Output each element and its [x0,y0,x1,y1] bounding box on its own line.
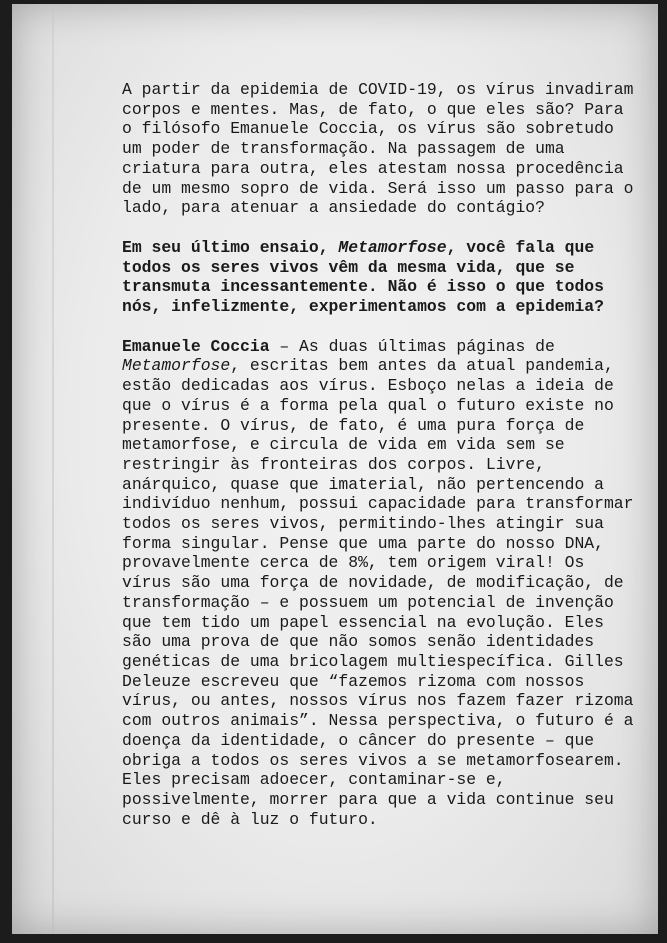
page-fold [52,4,54,934]
question-text-end: , você fala que todos os seres vivos vêm da mesma vida, que se transmuta incessantemente. Não é isso o que todos nós, infelizmente, experimentamos com a epidemia? [122,237,604,317]
answer-text-start: – As duas últimas páginas de [269,336,555,356]
article-body [122,80,642,849]
speaker-name: Emanuele Coccia [122,336,270,356]
interview-question [122,238,642,317]
answer-text-end: , escritas bem antes da atual pandemia, estão dedicadas aos vírus. Esboço nelas a ideia de que o vírus é a forma pela qual o futuro existe no presente. O vírus, de fato, é uma pura força de metamorfose, e circula de vida em vida sem se restringir às fronteiras dos corpos. Livre, anárquico, quase que imaterial, não pertencendo a indivíduo nenhum, possui capacidade para transformar todos os seres vivos, permitindo-lhes atingir sua forma singular. Pense que uma parte do nosso DNA, provavelmente cerca de 8%, tem origem viral! Os vírus são uma força de novidade, de modificação, de transformação – e possuem um potencial de invenção que tem tido um papel essencial na evolução. Eles são uma prova de que não somos senão identidades genéticas de uma bricolagem multiespecífica. Gilles Deleuze escreveu que “fazemos rizoma com nossos vírus, ou antes, nossos vírus nos fazem fazer rizoma com outros animais”. Nessa perspectiva, o futuro é a doença da identidade, o câncer do presente – que obriga a todos os seres vivos a se metamorfosearem. Eles precisam adoecer, contaminar-se e, possivelmente, morrer para que a vida continue seu curso e dê à luz o futuro. [122,356,634,829]
answer-book-title: Metamorfose [122,356,231,376]
question-text-start: Em seu último ensaio, [122,237,339,257]
page-sheet [12,4,658,934]
intro-paragraph: A partir da epidemia de COVID-19, os vírus invadiram corpos e mentes. Mas, de fato, o que eles são? Para o filósofo Emanuele Coccia, os vírus são sobretudo um poder de transformação. Na passagem de uma criatura para outra, eles atestam nossa procedência de um mesmo sopro de vida. Será isso um passo para o lado, para atenuar a ansiedade do contágio? [122,80,634,218]
book-title: Metamorfose [338,237,447,257]
interview-answer [122,337,642,830]
